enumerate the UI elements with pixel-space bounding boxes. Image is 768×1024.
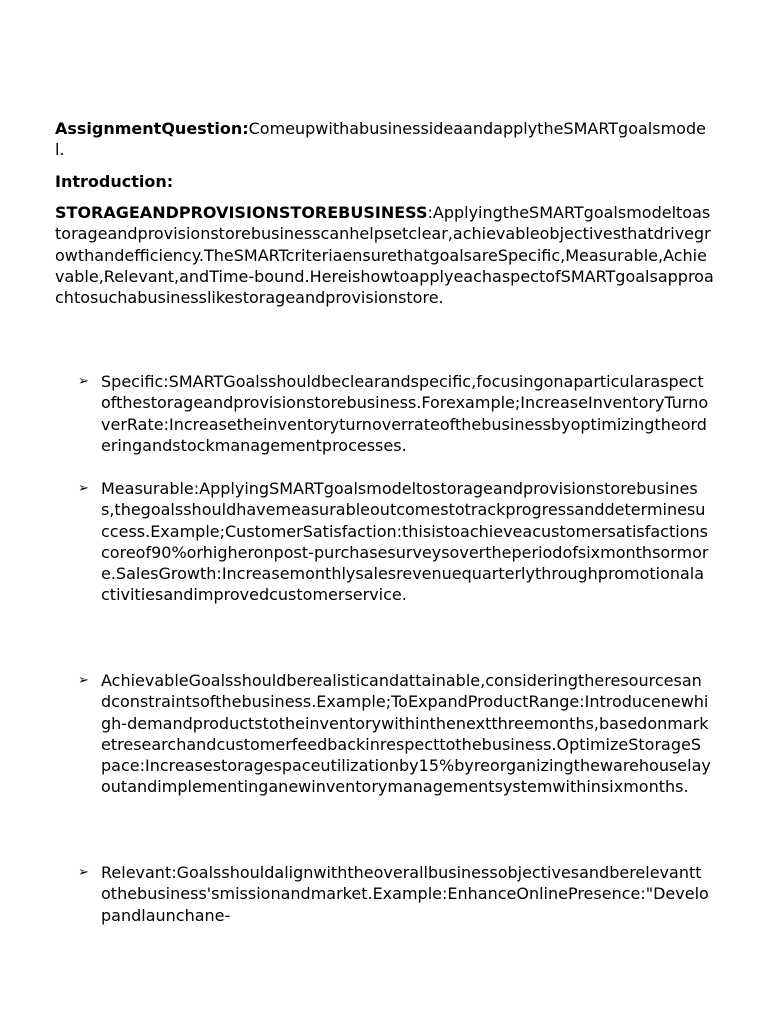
bullet-text: Measurable:ApplyingSMARTgoalsmodeltostorageandprovisionstorebusiness,thegoalsshouldhavemeasurableoutcomestotrackprogressanddeterminesuccess.Example;CustomerSatisfaction:thisistoachieveacustomersatisfactionscoreof90%orhigheronpost-purchasesurveysovertheperiodofsixmonthsormore.SalesGrowth:Increasemonthlysalesrevenuequarterlythroughpromotionalactivitiesandimprovedcustomerservice. bbox=[101, 479, 709, 605]
arrow-bullet-icon: ➢ bbox=[78, 673, 89, 688]
business-paragraph bbox=[55, 202, 715, 308]
assignment-label: AssignmentQuestion: bbox=[55, 119, 249, 138]
arrow-bullet-icon: ➢ bbox=[78, 481, 89, 496]
assignment-text: ComeupwithabusinessideaandapplytheSMARTgoalsmodel. bbox=[55, 119, 706, 160]
bullet-text: Specific:SMARTGoalsshouldbeclearandspecific,focusingonaparticularaspectofthestorageandprovisionstorebusiness.Forexample;IncreaseInventoryTurnoverRate:Increasetheinventoryturnoverrateofthebusinessbyoptimizingtheorderingandstockmanagementprocesses. bbox=[101, 372, 709, 455]
arrow-bullet-icon: ➢ bbox=[78, 865, 89, 880]
arrow-bullet-icon: ➢ bbox=[78, 374, 89, 389]
business-text: :ApplyingtheSMARTgoalsmodeltoastorageandprovisionstorebusinesscanhelpsetclear,achievableobjectivesthatdrivegrowthandefficiency.TheSMARTcriteriaensurethatgoalsareSpecific,Measurable,Achievable,Relevant,andTime-bound.HereishowtoapplyeachaspectofSMARTgoalsapproachtosuchabusinesslikestorageandprovisionstore. bbox=[55, 203, 714, 308]
business-title: STORAGEANDPROVISIONSTOREBUSINESS bbox=[55, 203, 428, 222]
bullet-text: Relevant:Goalsshouldalignwiththeoverallbusinessobjectivesandberelevanttothebusiness'smissionandmarket.Example:EnhanceOnlinePresence:"Developandlaunchane- bbox=[101, 863, 709, 925]
assignment-question bbox=[55, 118, 715, 161]
introduction-heading: Introduction: bbox=[55, 172, 174, 191]
bullet-text: AchievableGoalsshouldberealisticandattainable,consideringtheresourcesandconstraintsofthebusiness.Example;ToExpandProductRange:Introducenewhigh-demandproductstotheinventorywithinthenextthreemonths,basedonmarketresearchandcustomerfeedbackinrespecttothebusiness.OptimizeStorageSpace:Increasestoragespaceutilizationby15%byreorganizingthewarehouselayoutandimplementinganewinventorymanagementsystemwithinsixmonths. bbox=[101, 671, 711, 797]
